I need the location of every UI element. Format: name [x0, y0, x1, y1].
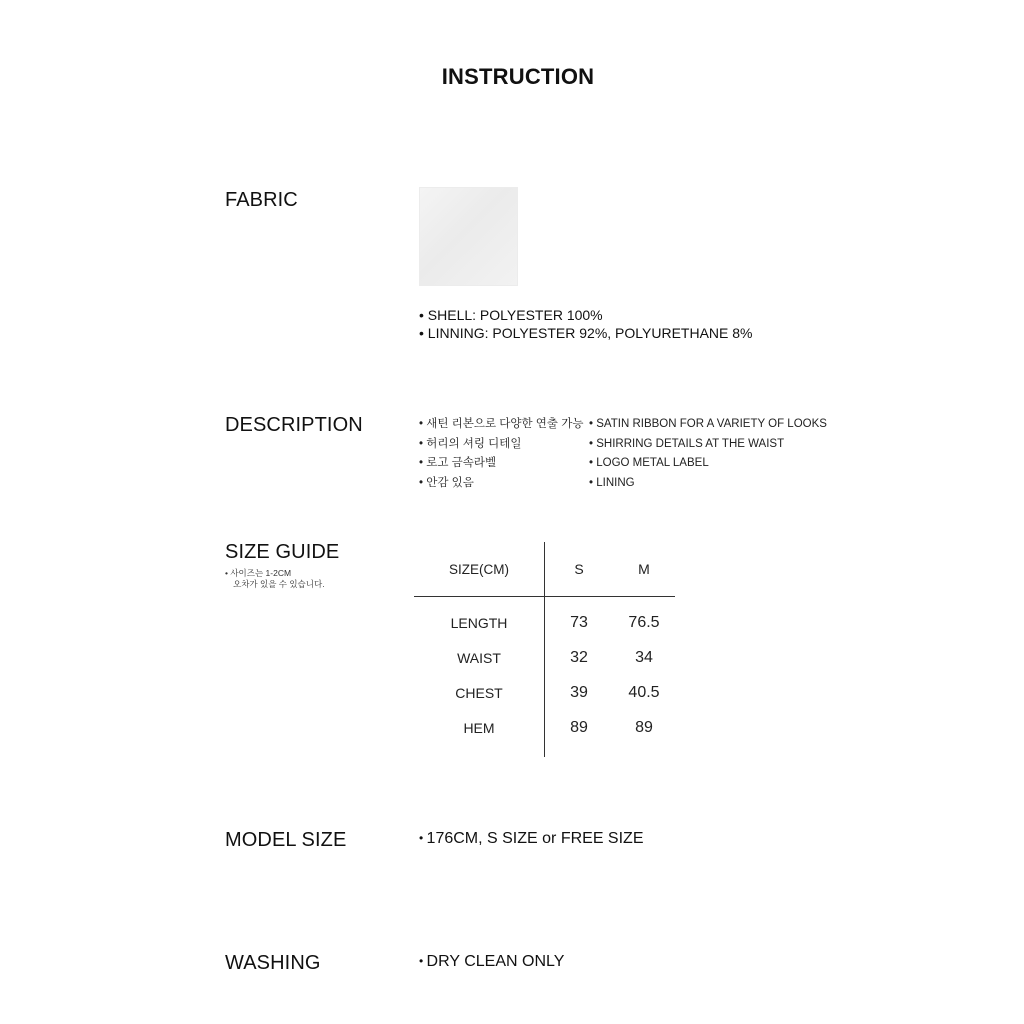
size-table-header — [414, 542, 675, 597]
cell-m: 40.5 — [628, 683, 660, 701]
description-label: DESCRIPTION — [225, 414, 363, 436]
size-note-line: 오차가 있을 수 있습니다. — [233, 579, 325, 589]
cell-m: 89 — [635, 718, 653, 736]
description-korean-list — [419, 415, 583, 493]
row-label: HEM — [414, 710, 545, 757]
description-korean-item: • 안감 있음 — [419, 474, 583, 494]
table-row — [414, 640, 675, 675]
description-english-item: • LOGO METAL LABEL — [589, 454, 827, 474]
size-guide-note — [225, 568, 325, 590]
table-row — [414, 675, 675, 710]
row-label: CHEST — [414, 675, 545, 710]
table-row — [414, 710, 675, 757]
description-english-item: • LINING — [589, 474, 827, 494]
fabric-line-shell: • SHELL: POLYESTER 100% — [419, 306, 752, 324]
page-title: INSTRUCTION — [441, 64, 595, 89]
washing-value: • DRY CLEAN ONLY — [419, 953, 564, 971]
cell-s: 89 — [570, 718, 588, 736]
cell-s: 32 — [570, 648, 588, 666]
washing-label: WASHING — [225, 952, 321, 974]
row-label: WAIST — [414, 640, 545, 675]
cell-s: 73 — [570, 613, 588, 631]
fabric-swatch-image — [419, 187, 518, 286]
description-korean-item: • 새틴 리본으로 다양한 연출 가능 — [419, 415, 583, 435]
description-korean-item: • 로고 금속라벨 — [419, 454, 583, 474]
fabric-composition — [419, 306, 752, 342]
header-size-s: S — [545, 542, 614, 597]
fabric-label: FABRIC — [225, 189, 298, 211]
description-english-item: • SATIN RIBBON FOR A VARIETY OF LOOKS — [589, 415, 827, 435]
size-table — [414, 542, 675, 757]
fabric-line-lining: • LINNING: POLYESTER 92%, POLYURETHANE 8% — [419, 324, 752, 342]
header-size-cm: SIZE(CM) — [414, 542, 545, 597]
description-english-item: • SHIRRING DETAILS AT THE WAIST — [589, 435, 827, 455]
cell-m: 34 — [635, 648, 653, 666]
row-label: LENGTH — [414, 597, 545, 641]
cell-s: 39 — [570, 683, 588, 701]
model-size-label: MODEL SIZE — [225, 829, 347, 851]
header-size-m: M — [613, 542, 675, 597]
description-korean-item: • 허리의 셔링 디테일 — [419, 435, 583, 455]
table-row — [414, 597, 675, 641]
size-guide-label: SIZE GUIDE — [225, 541, 340, 563]
size-note-line: • 사이즈는 1-2CM — [225, 568, 325, 579]
description-english-list — [589, 415, 827, 493]
model-size-value: • 176CM, S SIZE or FREE SIZE — [419, 830, 644, 848]
cell-m: 76.5 — [628, 613, 660, 631]
